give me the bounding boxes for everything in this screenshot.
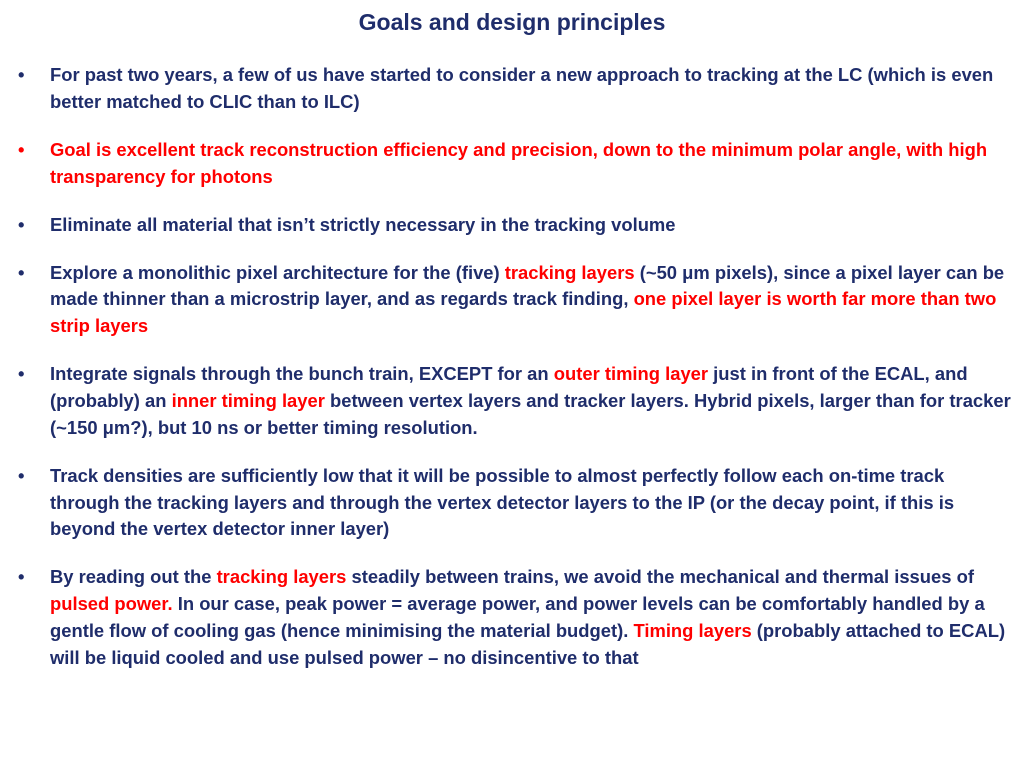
bullet-dot-icon: • [18,213,25,235]
bullet-item [0,62,1012,116]
highlighted-text: one pixel layer is worth far more than two strip layers [50,288,997,337]
bullet-text: For past two years, a few of us have started to consider a new approach to tracking at the LC (which is even better matched to CLIC than to ILC) [50,64,994,112]
bullet-dot-icon: • [18,261,25,283]
bullet-item [0,463,1012,543]
slide-title: Goals and design principles [358,9,666,35]
bullet-text: Eliminate all material that isn’t strictly necessary in the tracking volume [50,213,676,235]
highlighted-text: tracking layers [216,566,347,588]
bullet-text: (~50 μm pixels), since a pixel layer can be made thinner than a microstrip layer, and as regards track finding, [50,261,1005,310]
bullet-dot-icon: • [18,363,25,385]
bullet-text: between vertex layers and tracker layers. Hybrid pixels, larger than for tracker (~150 μm?), but 10 ns or better timing resolution. [50,389,1011,438]
bullet-item [0,564,1012,671]
bullet-text: steadily between trains, we avoid the mechanical and thermal issues of [346,566,974,588]
bullet-text: Explore a monolithic pixel architecture for the (five) [50,261,505,283]
bullet-text: In our case, peak power = average power, and power levels can be comfortably handled by a gentle flow of cooling gas (hence minimising the material budget). [50,593,985,641]
bullet-item [0,361,1012,441]
bullet-dot-icon: • [18,64,25,85]
bullet-list [0,62,1012,693]
highlighted-text: Timing layers [633,619,752,641]
bullet-text: By reading out the [50,566,217,588]
highlighted-text: inner timing layer [171,389,325,411]
bullet-text: Goal is excellent track reconstruction efficiency and precision, down to the minimum polar angle, with high transparency for photons [50,138,988,187]
bullet-item [0,260,1012,340]
bullet-text: (probably attached to ECAL) will be liquid cooled and use pulsed power – no disincentive to that [50,619,1006,668]
bullet-dot-icon: • [18,566,25,588]
bullet-dot-icon: • [18,138,25,160]
highlighted-text: outer timing layer [553,363,709,385]
bullet-item [0,137,1012,191]
bullet-dot-icon: • [18,464,25,486]
highlighted-text: pulsed power. [50,593,173,615]
bullet-text: just in front of the ECAL, and (probably) an [50,363,968,411]
bullet-text: Integrate signals through the bunch train, EXCEPT for an [50,363,554,385]
highlighted-text: tracking layers [504,261,635,283]
bullet-item [0,212,1012,239]
bullet-text: Track densities are sufficiently low that it will be possible to almost perfectly follow each on-time track through the tracking layers and through the vertex detector layers to the IP (or the decay point, if this is beyond the vertex detector inner layer) [50,464,955,540]
